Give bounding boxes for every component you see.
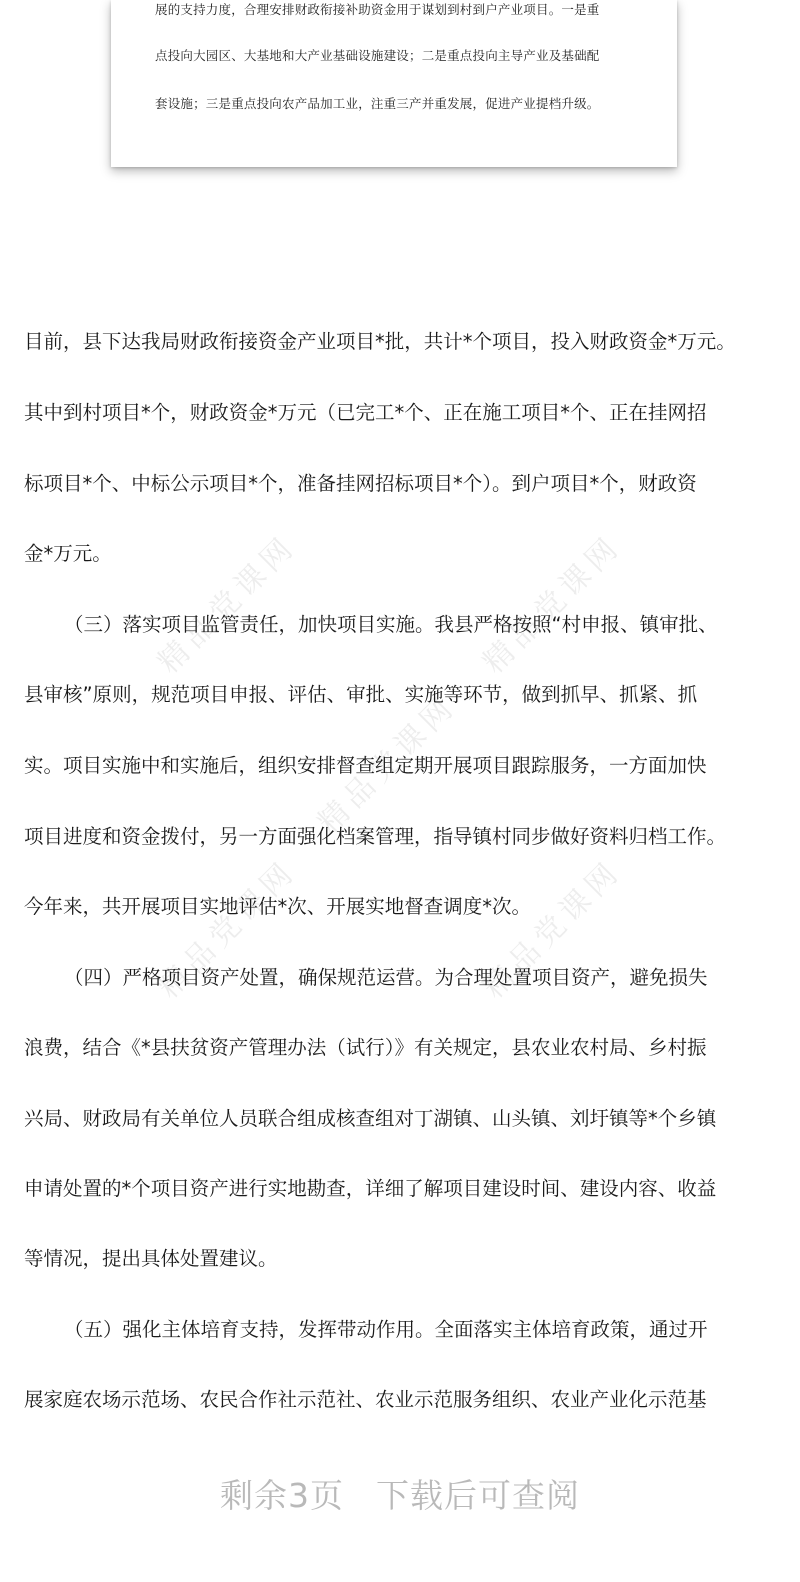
preview-line: 点投向大园区、大基地和大产业基础设施建设；二是重点投向主导产业及基础配 (155, 48, 600, 63)
body-line: 兴局、财政局有关单位人员联合组成核查组对丁湖镇、山头镇、刘圩镇等*个乡镇 (24, 1107, 717, 1130)
download-prompt-label[interactable]: 下载后可查阅 (376, 1476, 580, 1515)
body-line: 其中到村项目*个，财政资金*万元（已完工*个、正在施工项目*个、正在挂网招 (24, 401, 707, 424)
body-line: 标项目*个、中标公示项目*个，准备挂网招标项目*个）。到户项目*个，财政资 (24, 472, 697, 495)
preview-line: 展的支持力度，合理安排财政衔接补助资金用于谋划到村到户产业项目。一是重 (155, 2, 600, 17)
watermark: 精品党课网 (476, 528, 629, 681)
watermark: 精品党课网 (311, 688, 464, 841)
section-heading-line: （五）强化主体培育支持，发挥带动作用。全面落实主体培育政策，通过开 (64, 1318, 708, 1341)
preview-line: 套设施；三是重点投向农产品加工业，注重三产并重发展，促进产业提档升级。 (155, 96, 600, 111)
body-line: 金*万元。 (24, 542, 112, 565)
remaining-pages-label: 剩余3页 (220, 1476, 344, 1515)
watermark: 精品党课网 (151, 853, 304, 1006)
body-line: 展家庭农场示范场、农民合作社示范社、农业示范服务组织、农业产业化示范基 (24, 1388, 707, 1411)
body-line: 今年来，共开展项目实地评估*次、开展实地督查调度*次。 (24, 895, 532, 918)
document-preview-card (111, 0, 677, 167)
body-line: 等情况，提出具体处置建议。 (24, 1247, 278, 1270)
section-heading-line: （四）严格项目资产处置，确保规范运营。为合理处置项目资产，避免损失 (64, 966, 708, 989)
body-line: 县审核”原则，规范项目申报、评估、审批、实施等环节，做到抓早、抓紧、抓 (24, 683, 698, 706)
download-to-read-more-banner[interactable] (0, 1470, 800, 1517)
watermark: 精品党课网 (476, 853, 629, 1006)
watermark: 精品党课网 (151, 528, 304, 681)
section-heading-line: （三）落实项目监管责任，加快项目实施。我县严格按照“村申报、镇审批、 (64, 613, 718, 636)
body-line: 申请处置的*个项目资产进行实地勘查，详细了解项目建设时间、建设内容、收益 (24, 1177, 717, 1200)
body-line: 项目进度和资金拨付，另一方面强化档案管理，指导镇村同步做好资料归档工作。 (24, 825, 727, 848)
body-line: 实。项目实施中和实施后，组织安排督查组定期开展项目跟踪服务，一方面加快 (24, 754, 707, 777)
body-line: 浪费，结合《*县扶贫资产管理办法（试行）》有关规定，县农业农村局、乡村振 (24, 1036, 707, 1059)
body-line: 目前，县下达我局财政衔接资金产业项目*批，共计*个项目，投入财政资金*万元。 (24, 330, 736, 353)
